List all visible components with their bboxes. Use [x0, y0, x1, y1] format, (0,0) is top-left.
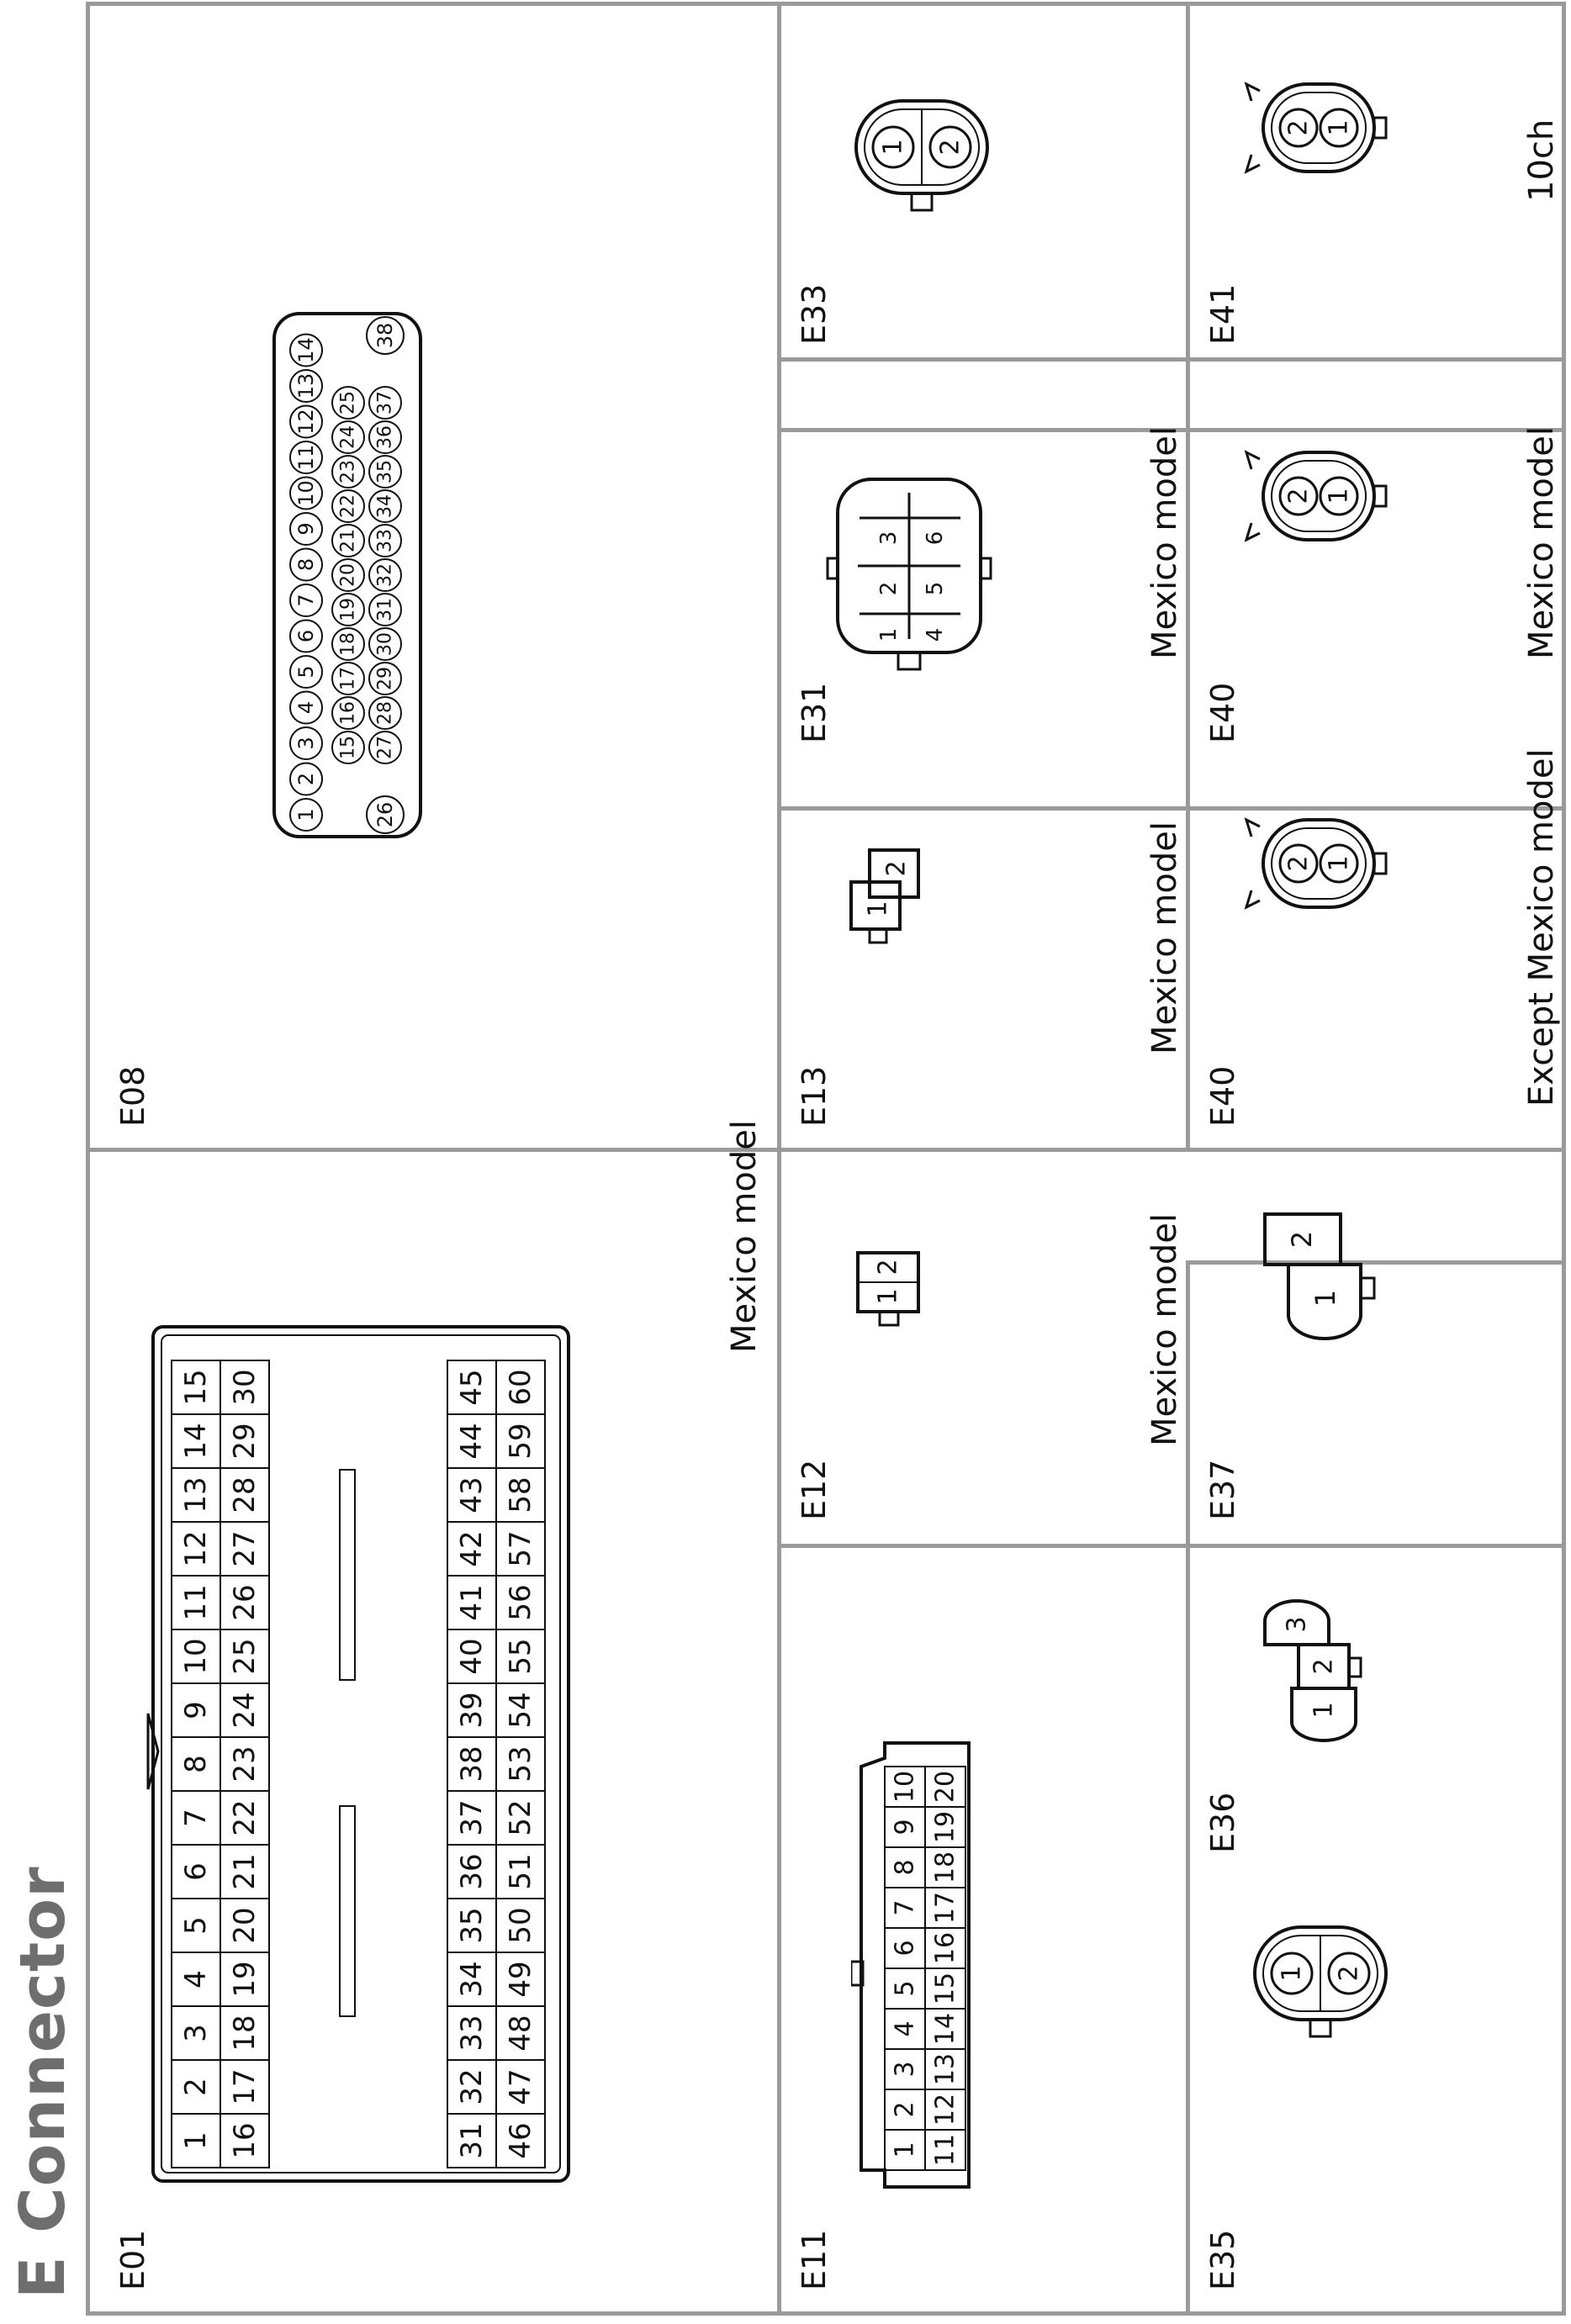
pin-number: 49	[504, 1961, 537, 1998]
pin-number: 11	[294, 444, 318, 471]
col-divider	[777, 357, 1566, 362]
pin-number: 16	[228, 2122, 262, 2159]
pin-number: 2	[876, 581, 902, 596]
lock-tab	[1374, 853, 1386, 874]
pin-number: 9	[179, 1701, 213, 1719]
pin-number: 5	[294, 665, 318, 679]
pin-number: 21	[337, 529, 359, 552]
pin-number: 31	[455, 2122, 489, 2159]
row-divider	[1186, 1265, 1190, 2316]
pin-number: 2	[873, 1259, 903, 1276]
pin-number: 52	[504, 1799, 537, 1836]
pin-number: 9	[294, 522, 318, 536]
pin-number: 8	[179, 1755, 213, 1773]
note-e31: Mexico model	[1145, 426, 1184, 659]
pin-number: 11	[179, 1584, 213, 1621]
pin-number: 26	[373, 801, 397, 828]
pin-number: 31	[374, 598, 396, 621]
pin-number: 36	[374, 425, 396, 449]
pin-number: 2	[935, 139, 965, 156]
pin-number: 57	[504, 1530, 537, 1567]
pin-number: 59	[504, 1423, 537, 1460]
pin-number: 50	[504, 1907, 537, 1944]
pin-number: 17	[337, 667, 359, 690]
pin-number: 37	[374, 391, 396, 415]
page-title: E Connector	[7, 1866, 79, 2299]
pin-number: 17	[930, 1891, 960, 1925]
pin-number: 1	[1324, 855, 1354, 872]
pin-number: 18	[228, 2015, 262, 2052]
lock-tab	[880, 1312, 898, 1325]
lock-tab	[1374, 486, 1386, 506]
cell-label-e01: E01	[114, 2229, 151, 2290]
connector-e36	[1262, 1587, 1362, 1747]
pin-number: 13	[294, 372, 318, 399]
pin-number: 29	[374, 667, 396, 690]
pin-number: 2	[1283, 119, 1314, 136]
pin-number: 56	[504, 1584, 537, 1621]
connector-e01	[146, 1323, 575, 2184]
cell-label-e37: E37	[1204, 1459, 1241, 1520]
pin-number: 35	[455, 1907, 489, 1944]
pin-number: 7	[294, 594, 318, 607]
lock-tab	[912, 193, 932, 210]
pin-number: 15	[337, 736, 359, 759]
guide-slot	[340, 1470, 355, 1680]
pin-number: 17	[228, 2068, 262, 2105]
connector-ear	[1246, 523, 1260, 540]
pin-number: 16	[337, 701, 359, 725]
pin-number: 12	[294, 409, 318, 435]
pin-number: 12	[930, 2093, 960, 2126]
cell-label-e13: E13	[796, 1065, 833, 1127]
pin-number: 22	[228, 1799, 262, 1836]
connector-ear	[1246, 890, 1260, 907]
pin-number: 44	[455, 1423, 489, 1460]
pin-number: 41	[455, 1584, 489, 1621]
connector-e31	[826, 462, 992, 673]
pin-number: 19	[228, 1961, 262, 1998]
connector-e08	[271, 310, 424, 840]
pin-number: 20	[930, 1770, 960, 1804]
pin-number: 3	[294, 737, 318, 750]
pin-number: 1	[1309, 1702, 1339, 1719]
pin-number: 1	[1277, 1965, 1307, 1982]
pin-number: 54	[504, 1692, 537, 1729]
pin-number: 5	[923, 581, 948, 596]
pin-number: 58	[504, 1476, 537, 1513]
pin-number: 15	[179, 1369, 213, 1406]
pin-number: 47	[504, 2068, 537, 2105]
pin-number: 23	[337, 460, 359, 483]
pin-number: 25	[228, 1638, 262, 1675]
pin-number: 14	[179, 1423, 213, 1460]
pin-number: 19	[930, 1810, 960, 1844]
lock-tab	[1310, 2020, 1330, 2036]
note-e40a: Except Mexico model	[1522, 748, 1561, 1107]
cell-label-e35: E35	[1204, 2229, 1241, 2290]
connector-inner-wall	[161, 1335, 560, 2173]
pin-number: 2	[294, 772, 318, 786]
pin-number: 35	[374, 460, 396, 483]
pin-number: 2	[1334, 1965, 1364, 1982]
note-e01: Mexico model	[725, 1120, 764, 1353]
pin-number: 2	[179, 2078, 213, 2096]
pin-number: 43	[455, 1476, 489, 1513]
pin-number: 2	[1283, 488, 1314, 504]
pin-number: 22	[337, 494, 359, 518]
pin-number: 55	[504, 1638, 537, 1675]
pin-number: 21	[228, 1853, 262, 1890]
col-divider	[86, 1148, 1566, 1152]
connector-e40a	[1238, 790, 1389, 941]
connector-e33	[844, 87, 996, 214]
connector-e35	[1243, 1880, 1403, 2040]
note-e40b: Mexico model	[1522, 426, 1561, 659]
cell-label-e40a: E40	[1204, 1065, 1241, 1127]
pin-number: 34	[455, 1961, 489, 1998]
connector-e13	[841, 843, 934, 948]
pin-number: 48	[504, 2015, 537, 2052]
pin-number: 40	[455, 1638, 489, 1675]
pin-number: 32	[374, 563, 396, 587]
note-e41: 10ch	[1522, 119, 1561, 202]
pin-number: 15	[930, 1972, 960, 2005]
pin-number: 16	[930, 1931, 960, 1965]
pin-number: 51	[504, 1853, 537, 1890]
pin-number: 1	[1324, 119, 1354, 136]
pin-number: 36	[455, 1853, 489, 1890]
lock-tab	[870, 929, 886, 943]
cell-label-e08: E08	[114, 1065, 151, 1127]
pin-number: 3	[876, 531, 902, 546]
pin-number: 20	[228, 1907, 262, 1944]
pin-number: 1	[1324, 488, 1354, 504]
connector-ear	[1246, 452, 1260, 469]
pin-number: 4	[923, 627, 948, 642]
pin-number: 1	[878, 139, 908, 156]
note-e13: Mexico model	[1145, 821, 1184, 1054]
col-divider	[777, 806, 1566, 811]
lock-tab	[1361, 1278, 1374, 1298]
cell-label-e31: E31	[796, 682, 833, 743]
pin-number: 4	[179, 1970, 213, 1989]
pin-number: 34	[374, 494, 396, 518]
pin-number: 3	[1282, 1616, 1312, 1633]
connector-e37	[1255, 1206, 1379, 1349]
pin-number: 6	[890, 1940, 920, 1957]
pin-number: 1	[1309, 1289, 1341, 1307]
note-e12: Mexico model	[1145, 1213, 1184, 1446]
pin-number: 30	[228, 1369, 262, 1406]
pin-number: 2	[1283, 855, 1314, 872]
pin-number: 26	[228, 1584, 262, 1621]
connector-ear	[1246, 84, 1260, 101]
pin-number: 1	[890, 2142, 920, 2158]
pin-number: 5	[179, 1916, 213, 1935]
pin-number: 6	[294, 629, 318, 643]
connector-e11	[851, 1725, 976, 2195]
cell-label-e33: E33	[796, 283, 833, 345]
pin-number: 8	[890, 1859, 920, 1876]
lock-tab	[1349, 1658, 1361, 1677]
pin-number: 38	[373, 322, 397, 349]
pin-number: 37	[455, 1799, 489, 1836]
pin-number: 1	[873, 1288, 903, 1305]
pin-number: 10	[294, 480, 318, 506]
row-divider	[1186, 2, 1190, 1152]
pin-number: 39	[455, 1692, 489, 1729]
pin-number: 8	[294, 557, 318, 572]
cell-label-e12: E12	[796, 1459, 833, 1520]
pin-number: 5	[890, 1980, 920, 1997]
pin-number: 28	[374, 701, 396, 725]
pin-number: 6	[923, 531, 948, 546]
pin-number: 25	[337, 391, 359, 415]
pin-number: 3	[179, 2024, 213, 2042]
pin-number: 2	[1309, 1658, 1339, 1675]
pin-number: 14	[294, 337, 318, 363]
pin-number: 28	[228, 1476, 262, 1513]
pin-number: 13	[179, 1476, 213, 1513]
pin-number: 42	[455, 1530, 489, 1567]
cell-label-e41: E41	[1204, 283, 1241, 345]
pin-number: 2	[1286, 1230, 1318, 1249]
pin-number: 14	[930, 2012, 960, 2046]
pin-number: 7	[179, 1809, 213, 1827]
pin-number: 4	[890, 2020, 920, 2037]
col-divider	[777, 1544, 1566, 1548]
connector-e40b	[1238, 422, 1389, 573]
cell-label-e40b: E40	[1204, 682, 1241, 743]
pin-number: 27	[228, 1530, 262, 1567]
lock-tab	[1374, 118, 1386, 138]
cell-label-e11: E11	[796, 2229, 833, 2290]
pin-number: 18	[337, 632, 359, 656]
pin-number: 1	[179, 2131, 213, 2150]
connector-ear	[1246, 155, 1260, 172]
pin-number: 53	[504, 1746, 537, 1783]
pin-number: 10	[890, 1770, 920, 1804]
pin-number: 30	[374, 632, 396, 656]
pin-number: 12	[179, 1530, 213, 1567]
cell-label-e36: E36	[1204, 1792, 1241, 1853]
pin-number: 1	[876, 627, 902, 642]
pin-number: 1	[863, 901, 893, 917]
pin-number: 18	[930, 1851, 960, 1884]
connector-ear	[1246, 820, 1260, 837]
pin-number: 20	[337, 563, 359, 587]
pin-number: 13	[930, 2052, 960, 2086]
pin-number: 3	[890, 2061, 920, 2078]
pin-number: 60	[504, 1369, 537, 1406]
pin-number: 10	[179, 1638, 213, 1675]
guide-slot	[340, 1806, 355, 2016]
connector-e12	[849, 1228, 930, 1328]
pin-number: 45	[455, 1369, 489, 1406]
pin-number: 19	[337, 598, 359, 621]
pin-number: 32	[455, 2068, 489, 2105]
pin-number: 33	[374, 529, 396, 552]
pin-number: 29	[228, 1423, 262, 1460]
pin-number: 9	[890, 1819, 920, 1835]
lock-tab	[898, 652, 920, 669]
pin-number: 2	[881, 860, 912, 877]
pin-number: 33	[455, 2015, 489, 2052]
pin-number: 7	[890, 1899, 920, 1916]
pin-number: 2	[890, 2101, 920, 2118]
pin-number: 6	[179, 1862, 213, 1881]
pin-number: 11	[930, 2133, 960, 2167]
pin-number: 24	[228, 1692, 262, 1729]
pin-number: 23	[228, 1746, 262, 1783]
pin-number: 1	[294, 808, 318, 821]
pin-number: 27	[374, 736, 396, 759]
pin-number: 38	[455, 1746, 489, 1783]
pin-number: 46	[504, 2122, 537, 2159]
pin-number: 4	[294, 700, 318, 715]
pin-number: 24	[337, 425, 359, 449]
row-divider	[777, 2, 781, 2316]
connector-e41	[1238, 54, 1389, 205]
